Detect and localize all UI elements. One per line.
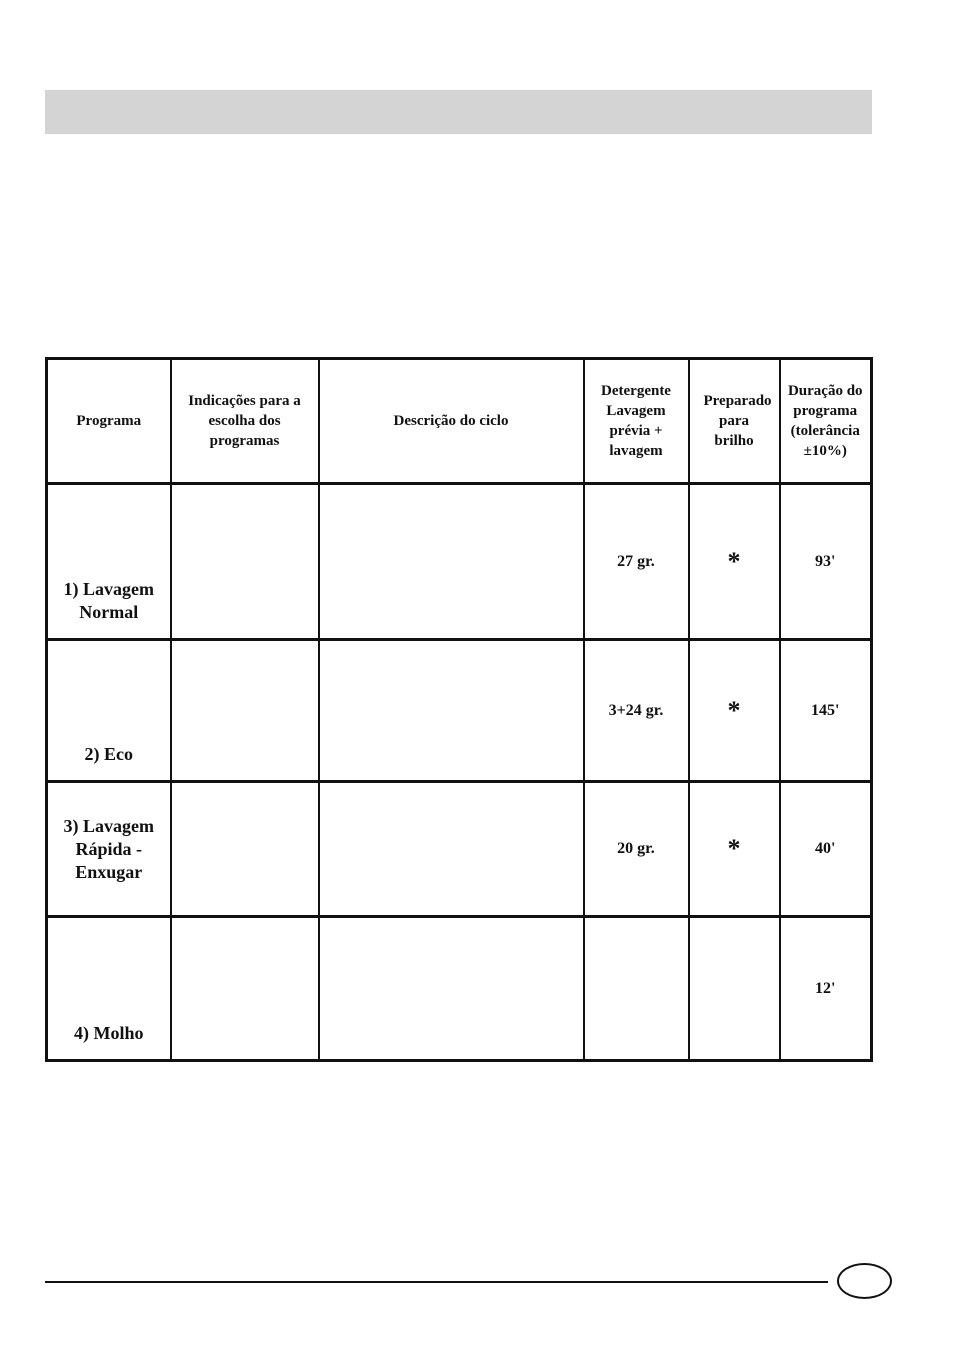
table-header-row: [47, 359, 872, 484]
program-duration: 93': [780, 484, 872, 640]
table-row: [47, 782, 872, 917]
detergent-amount: [584, 917, 689, 1061]
program-name: 4) Molho: [47, 917, 171, 1061]
header-duracao: Duração do programa (tolerância ±10%): [780, 359, 872, 484]
rinse-aid-mark: *: [689, 782, 780, 917]
program-indications: [171, 782, 319, 917]
page-number-oval: [837, 1263, 892, 1299]
header-descricao: Descrição do ciclo: [319, 359, 584, 484]
cycle-description: [319, 917, 584, 1061]
table-row: [47, 484, 872, 640]
program-duration: 12': [780, 917, 872, 1061]
cycle-description: [319, 484, 584, 640]
header-brilho: Preparado para brilho: [689, 359, 780, 484]
program-indications: [171, 917, 319, 1061]
header-band: [45, 90, 872, 134]
detergent-amount: 3+24 gr.: [584, 640, 689, 782]
cycle-description: [319, 782, 584, 917]
table-row: [47, 917, 872, 1061]
program-name: 3) Lavagem Rápida - Enxugar: [47, 782, 171, 917]
program-duration: 145': [780, 640, 872, 782]
header-detergente: Detergente Lavagem prévia + lavagem: [584, 359, 689, 484]
program-duration: 40': [780, 782, 872, 917]
detergent-amount: 27 gr.: [584, 484, 689, 640]
program-name: 2) Eco: [47, 640, 171, 782]
detergent-amount: 20 gr.: [584, 782, 689, 917]
program-name: 1) Lavagem Normal: [47, 484, 171, 640]
programs-table: [45, 357, 873, 1062]
footer-rule: [45, 1281, 828, 1283]
program-indications: [171, 640, 319, 782]
table-row: [47, 640, 872, 782]
rinse-aid-mark: *: [689, 484, 780, 640]
program-indications: [171, 484, 319, 640]
header-indicacoes: Indicações para a escolha dos programas: [171, 359, 319, 484]
rinse-aid-mark: [689, 917, 780, 1061]
cycle-description: [319, 640, 584, 782]
rinse-aid-mark: *: [689, 640, 780, 782]
header-programa: Programa: [47, 359, 171, 484]
